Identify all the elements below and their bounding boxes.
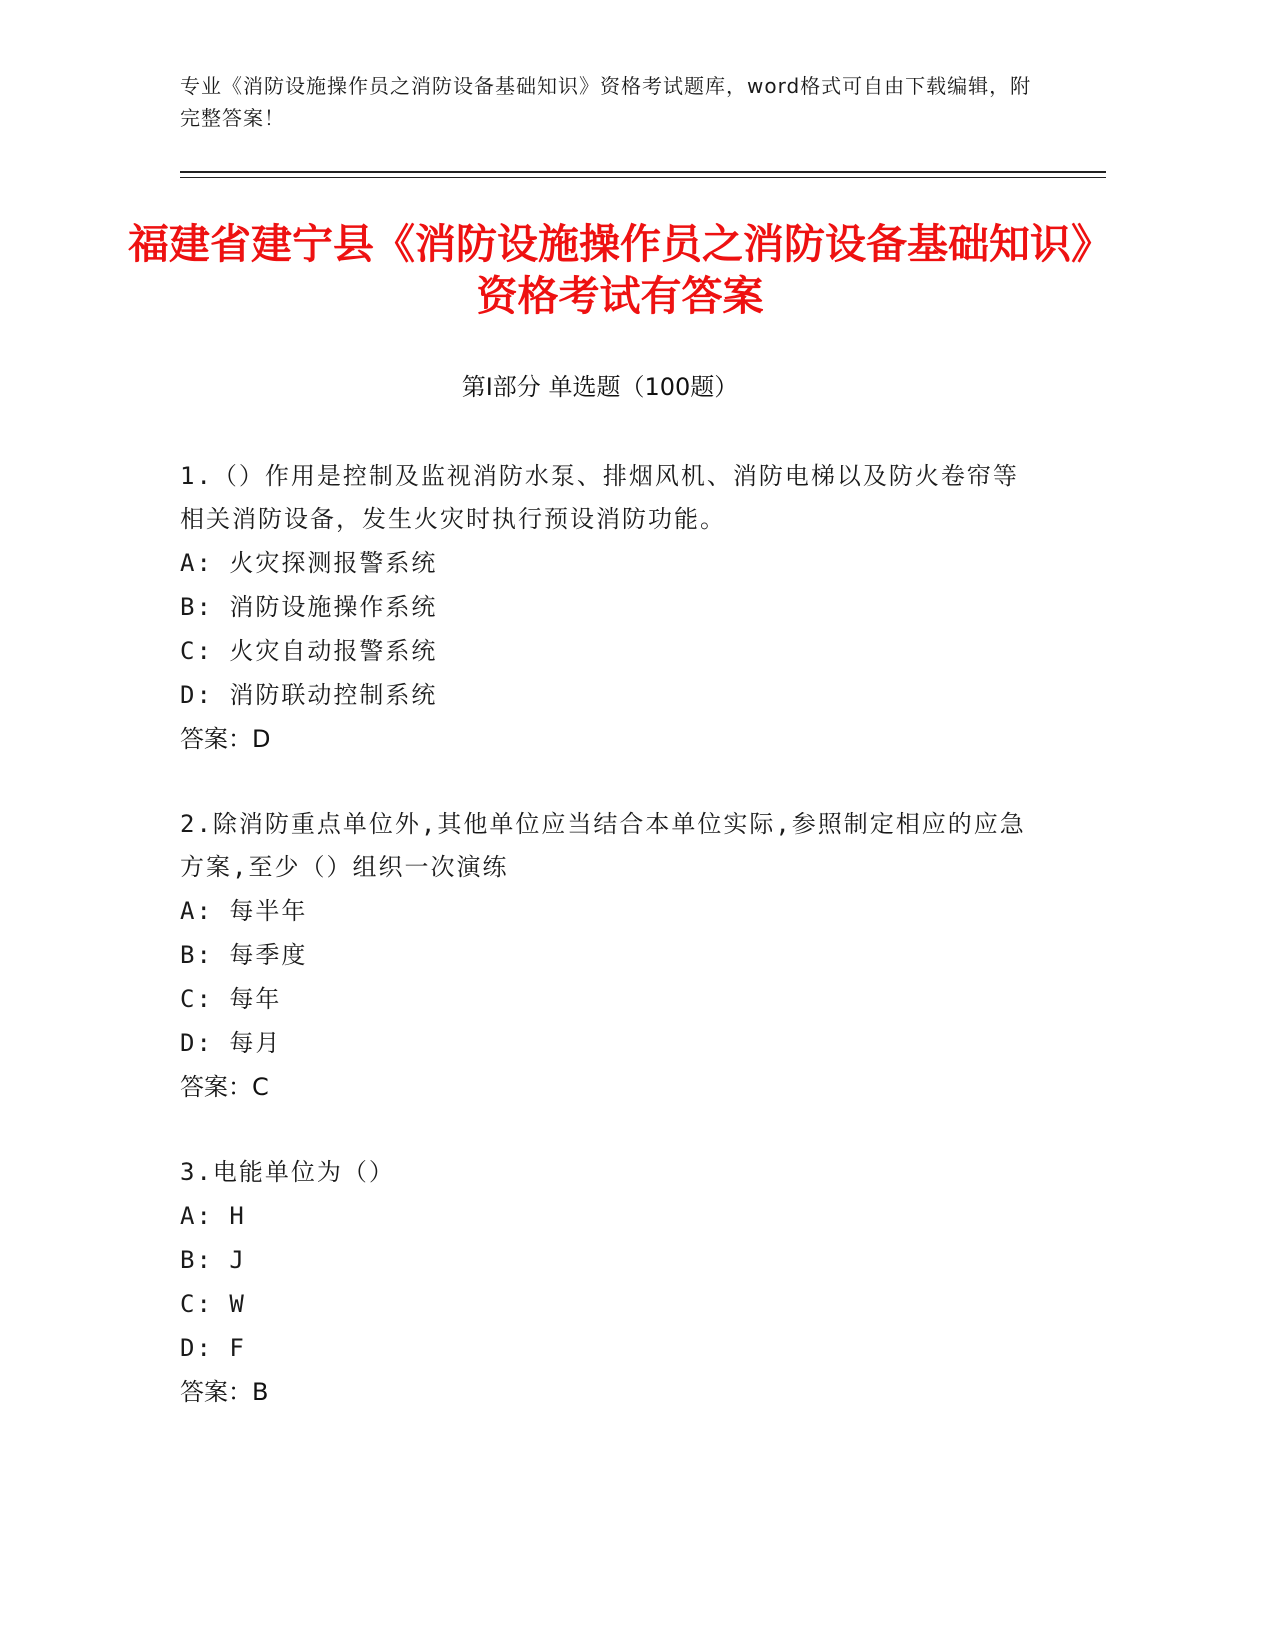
document-title: 福建省建宁县《消防设施操作员之消防设备基础知识》资格考试有答案 — [128, 220, 1112, 320]
option-d: D: 每月 — [180, 1029, 282, 1057]
option-d: D: F — [180, 1334, 246, 1362]
option-b: B: J — [180, 1246, 246, 1274]
question-1 — [180, 455, 1040, 761]
question-stem: 2.除消防重点单位外,其他单位应当结合本单位实际,参照制定相应的应急方案,至少（）组织一次演练 — [180, 810, 1026, 881]
option-b: B: 每季度 — [180, 941, 308, 969]
question-stem: 1.（）作用是控制及监视消防水泵、排烟风机、消防电梯以及防火卷帘等相关消防设备，发生火灾时执行预设消防功能。 — [180, 462, 1019, 533]
option-c: C: 火灾自动报警系统 — [180, 637, 438, 665]
question-2 — [180, 803, 1040, 1109]
option-a: A: 火灾探测报警系统 — [180, 549, 438, 577]
question-list — [180, 455, 1040, 1456]
answer: 答案：D — [180, 725, 271, 753]
option-c: C: 每年 — [180, 985, 282, 1013]
header-rule-thin — [180, 177, 1106, 178]
header-note: 专业《消防设施操作员之消防设备基础知识》资格考试题库，word格式可自由下载编辑，附完整答案！ — [180, 74, 1032, 130]
answer: 答案：C — [180, 1073, 269, 1101]
option-c: C: W — [180, 1290, 246, 1318]
option-b: B: 消防设施操作系统 — [180, 593, 438, 621]
header-rule-thick — [180, 171, 1106, 173]
option-a: A: 每半年 — [180, 897, 308, 925]
question-3 — [180, 1151, 1040, 1414]
option-a: A: H — [180, 1202, 246, 1230]
answer: 答案：B — [180, 1378, 269, 1406]
question-stem: 3.电能单位为（） — [180, 1158, 395, 1186]
section-title: 第Ⅰ部分 单选题（100题） — [461, 373, 739, 401]
option-d: D: 消防联动控制系统 — [180, 681, 438, 709]
